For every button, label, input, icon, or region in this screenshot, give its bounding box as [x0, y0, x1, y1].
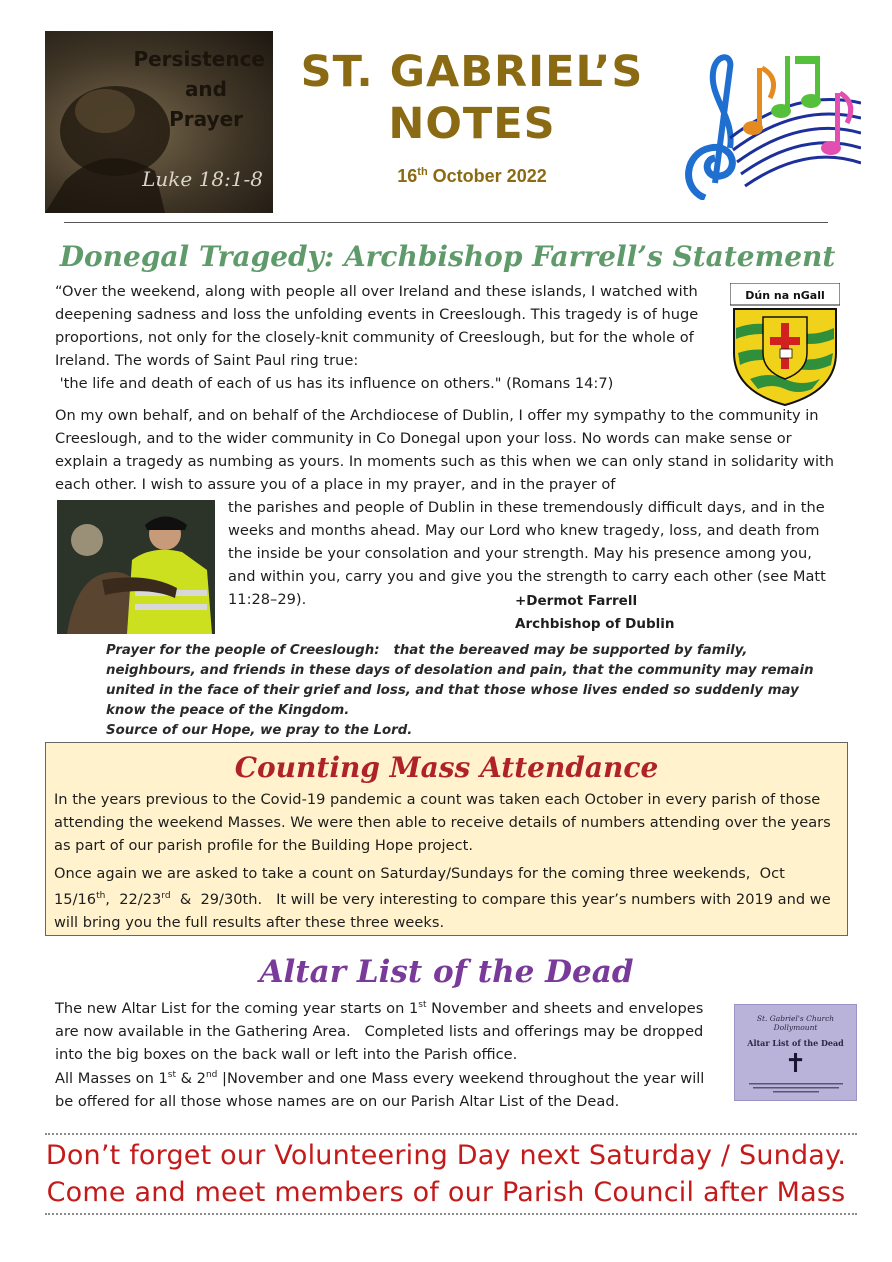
donegal-paragraph-2: On my own behalf, and on behalf of the Archdiocese of Dublin, I offer my sympathy to the community in Creeslough, and to the wider community in Co Donegal upon your loss. No words can make sense or explain a tragedy as numbing as yours. In moments such as this when we can only stand in solidarity with each other. I wish to assure you of a place in my prayer, and in the prayer of	[55, 407, 834, 493]
counting-p2-b: , 22/23	[105, 890, 162, 908]
prayer-response: Source of our Hope, we pray to the Lord.	[106, 723, 413, 738]
garda-embrace-photo	[57, 500, 215, 634]
garda-photo-icon	[57, 500, 215, 634]
prayer-text: Prayer for the people of Creeslough: that the bereaved may be supported by family, neighbours, and friends in these days of desolation and pain, that the community may remain united in the face of their grief and loss, and that those whose lives ended so suddenly may know the peace of the Kingdom.	[106, 643, 819, 718]
counting-heading: Counting Mass Attendance	[234, 751, 659, 784]
prayer-for-creeslough	[106, 641, 826, 741]
altar-paragraph-1	[55, 994, 725, 1066]
title-line1: ST. GABRIEL’S	[300, 47, 644, 97]
counting-p2-sup1: th	[96, 891, 106, 901]
altar-p1-sup: st	[418, 1000, 427, 1010]
altar-heading: Altar List of the Dead	[259, 954, 634, 990]
footer-rule-top	[45, 1133, 857, 1135]
romans-quote: 'the life and death of each of us has its influence on others." (Romans 14:7)	[55, 375, 614, 392]
cross-icon: ✝	[784, 1049, 807, 1079]
altar-p2-c: |November and one Mass every weekend throughout the year will be offered for all those whose names are on our Parish Altar List of the Dead.	[55, 1069, 705, 1110]
altar-p1-a: The new Altar List for the coming year starts on 1	[55, 999, 419, 1017]
newsletter-date	[292, 166, 652, 187]
altar-card-title: Altar List of the Dead	[747, 1038, 844, 1048]
altar-p1-b: November and sheets and envelopes are now available in the Gathering Area. Completed lists and offerings may be dropped into the big boxes on the back wall or left into the Parish office.	[55, 999, 708, 1063]
signature-name: +Dermot Farrell	[515, 593, 638, 609]
donegal-crest-icon	[730, 283, 840, 407]
date-rest: October 2022	[427, 166, 547, 186]
header-divider	[64, 222, 828, 223]
donegal-heading: Donegal Tragedy: Archbishop Farrell’s Statement	[59, 240, 836, 273]
counting-paragraph-2	[54, 862, 844, 934]
footer-rule-bottom	[45, 1213, 857, 1215]
counting-paragraph-1: In the years previous to the Covid-19 pandemic a count was taken each October in every parish of those attending the weekend Masses. We were then able to receive details of numbers attending over the years as part of our parish profile for the Building Hope project.	[54, 791, 831, 854]
donegal-paragraph-1	[55, 280, 715, 395]
parish-council-line: Come and meet members of our Parish Council after Mass	[46, 1177, 846, 1208]
image-scripture-reference: Luke 18:1-8	[142, 167, 263, 191]
altar-list-card-image	[734, 1004, 857, 1101]
image-caption-line3: Prayer	[169, 107, 243, 131]
volunteering-day-line: Don’t forget our Volunteering Day next Saturday / Sunday.	[45, 1140, 847, 1171]
altar-p2-a: All Masses on 1	[55, 1069, 168, 1087]
altar-p2-sup2: nd	[205, 1070, 218, 1080]
counting-p2-sup2: rd	[161, 891, 171, 901]
date-day: 16	[397, 166, 418, 186]
signature-title: Archbishop of Dublin	[515, 616, 675, 632]
image-caption-line1: Persistence	[133, 47, 265, 71]
newsletter-title	[292, 46, 652, 150]
image-caption-line2: and	[184, 77, 227, 101]
altar-p2-b: & 2	[176, 1069, 206, 1087]
date-suffix: th	[417, 166, 428, 178]
altar-paragraph-2	[55, 1064, 725, 1113]
counting-p2-a: Once again we are asked to take a count on Saturday/Sundays for the coming three weekends, Oct 15/16	[54, 865, 790, 908]
persistence-and-prayer-image	[45, 31, 273, 213]
donegal-p1-text: “Over the weekend, along with people all over Ireland and these islands, I watched with deepening sadness and loss the unfolding events in Creeslough. This tragedy is of huge proportions, not only for the closely-knit community of Creeslough, but for the whole of Ireland. The words of Saint Paul ring true:	[55, 283, 699, 369]
music-notes-icon	[675, 48, 861, 200]
altar-p2-sup1: st	[167, 1070, 177, 1080]
fine-print-lines-icon	[743, 1081, 849, 1095]
altar-card-fine-print	[735, 1081, 856, 1098]
crest-label: Dún na nGall	[745, 289, 825, 302]
donegal-paragraph-3: the parishes and people of Dublin in these tremendously difficult days, and in the weeks and months ahead. May our Lord who knew tragedy, loss, and death from the inside be your consolation and your strength. May his presence among you, and within you, carry you and give you the strength to carry each other (see Matt 11:28–29).	[228, 499, 826, 608]
counting-p2-c: & 29/30th. It will be very interesting to compare this year’s numbers with 2019 and we will bring you the full results after these three weeks.	[54, 890, 836, 931]
title-line2: NOTES	[388, 99, 556, 149]
altar-card-church: St. Gabriel's Church Dollymount	[756, 1014, 835, 1032]
